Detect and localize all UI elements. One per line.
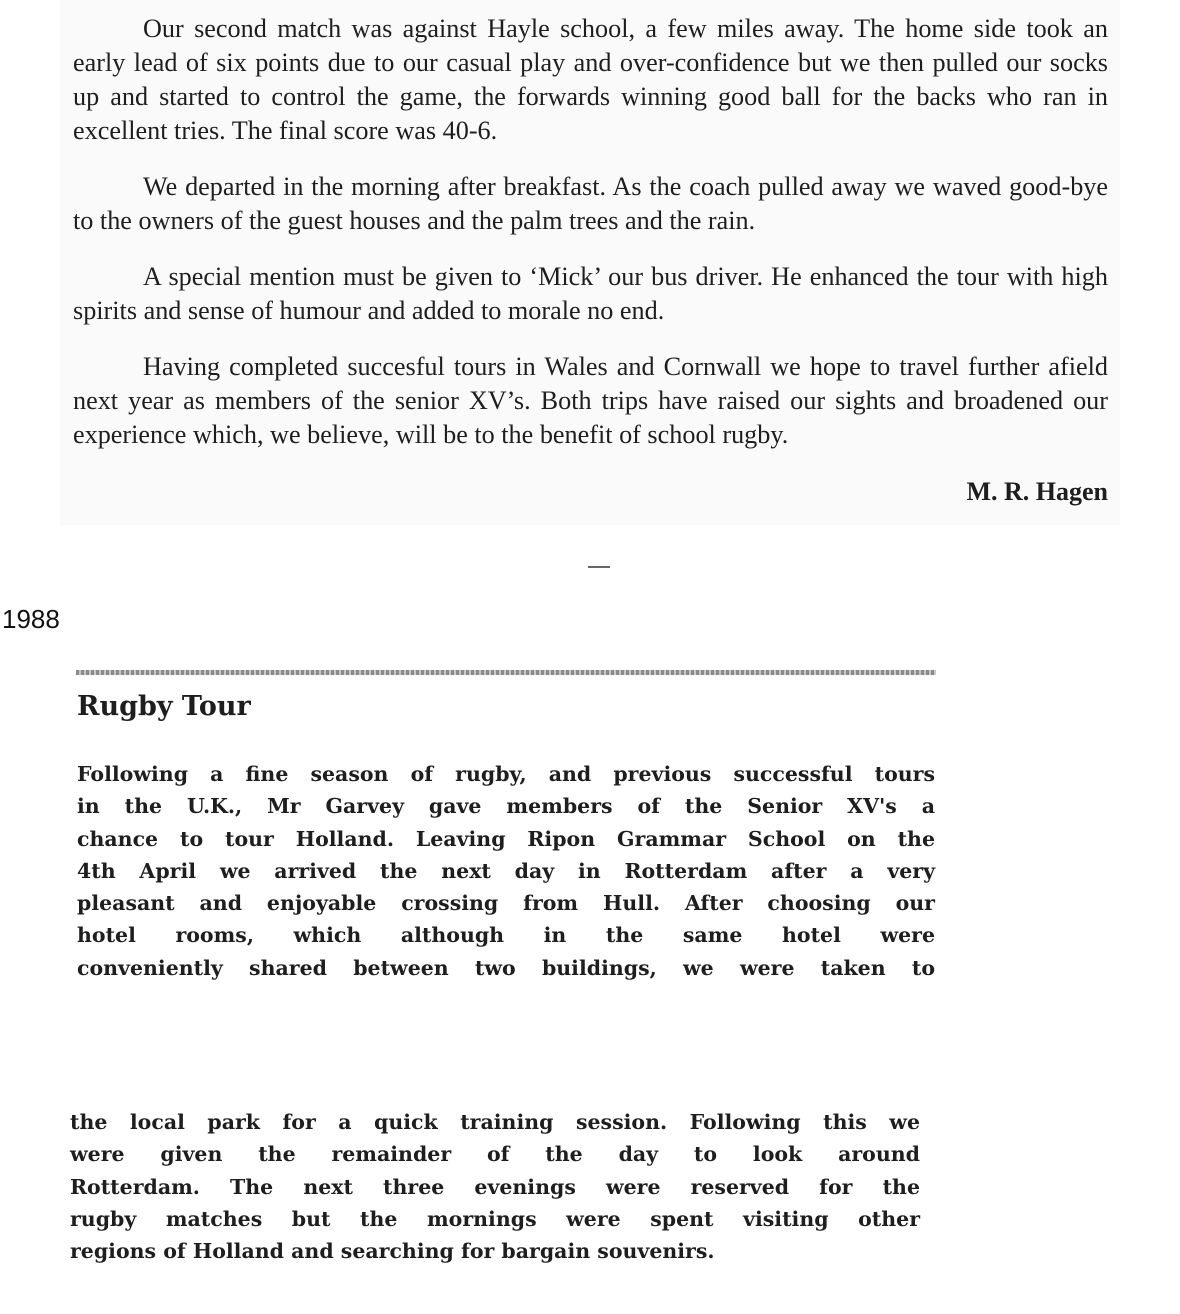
top-article-body xyxy=(73,12,1108,474)
paragraph: Having completed succesful tours in Wales and Cornwall we hope to travel further afield next year as members of the senior XV’s. Both trips have raised our sights and broadened our experience which, we believe, will be to the benefit of school rugby. xyxy=(73,352,1108,449)
paragraph: We departed in the morning after breakfast. As the coach pulled away we waved good-bye to the owners of the guest houses and the palm trees and the rain. xyxy=(73,172,1108,235)
text-line: Following a fine season of rugby, and previous successful tours xyxy=(77,762,935,786)
author-signature: M. R. Hagen xyxy=(966,477,1108,506)
article-title: Rugby Tour xyxy=(77,691,251,722)
text-line: 4th April we arrived the next day in Rotterdam after a very xyxy=(77,858,935,883)
text-line: rugby matches but the mornings were spent visiting other xyxy=(70,1206,920,1231)
article-column-1 xyxy=(77,758,935,984)
page-mark xyxy=(588,566,610,568)
paragraph: A special mention must be given to ‘Mick’ our bus driver. He enhanced the tour with high spirits and sense of humour and added to morale no end. xyxy=(73,262,1108,325)
article-column-2 xyxy=(70,1106,920,1267)
text-line: Rotterdam. The next three evenings were reserved for the xyxy=(70,1174,920,1199)
paragraph: Our second match was against Hayle school, a few miles away. The home side took an early lead of six points due to our casual play and over-confidence but we then pulled our socks up and started to control the game, the forwards winning good ball for the backs who ran in excellent tries. The final score was 40-6. xyxy=(73,14,1108,145)
text-line: conveniently shared between two buildings, we were taken to xyxy=(77,955,935,980)
text-line: pleasant and enjoyable crossing from Hull. After choosing our xyxy=(77,891,935,916)
year-label: 1988 xyxy=(2,604,60,634)
text-line: the local park for a quick training session. Following this we xyxy=(70,1110,920,1134)
text-line: regions of Holland and searching for bargain souvenirs. xyxy=(70,1239,715,1264)
text-line: were given the remainder of the day to look around xyxy=(70,1142,920,1167)
section-divider xyxy=(76,670,936,675)
text-line: chance to tour Holland. Leaving Ripon Grammar School on the xyxy=(77,826,935,851)
text-line: in the U.K., Mr Garvey gave members of the Senior XV's a xyxy=(77,794,935,819)
text-line: hotel rooms, which although in the same hotel were xyxy=(77,923,935,948)
